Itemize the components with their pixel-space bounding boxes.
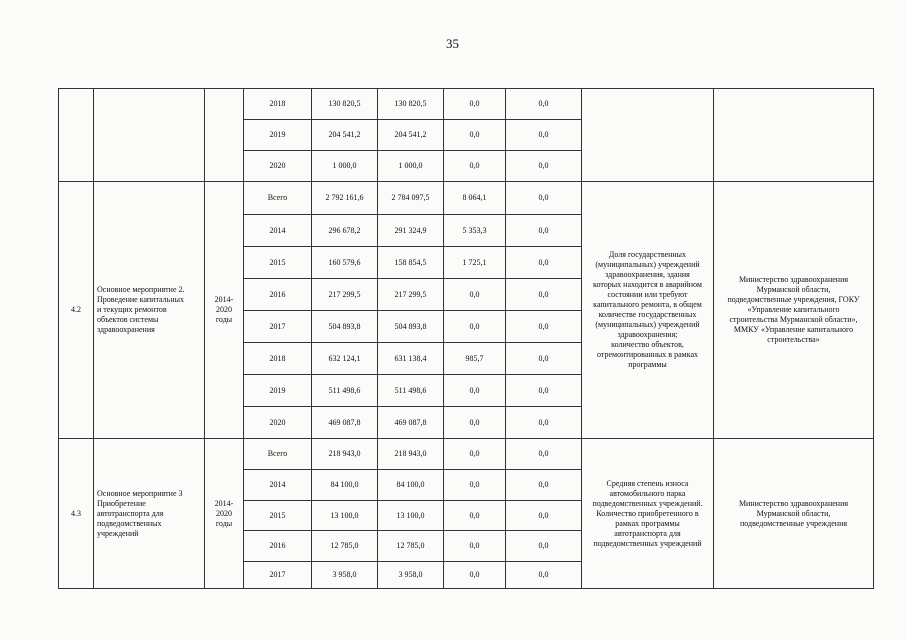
federal-budget-cell: 0,0 [444, 279, 506, 311]
year-cell: Всего [244, 439, 312, 470]
federal-budget-cell: 1 725,1 [444, 247, 506, 279]
total-value-cell: 160 579,6 [312, 247, 378, 279]
total-value-cell: 296 678,2 [312, 215, 378, 247]
year-cell: 2015 [244, 501, 312, 531]
federal-budget-cell: 0,0 [444, 311, 506, 343]
executor-cell [714, 89, 874, 182]
other-sources-cell: 0,0 [506, 375, 582, 407]
other-sources-cell: 0,0 [506, 279, 582, 311]
federal-budget-cell: 0,0 [444, 120, 506, 151]
federal-budget-cell: 5 353,3 [444, 215, 506, 247]
year-cell: 2017 [244, 562, 312, 589]
executor-cell: Министерство здравоохранения Мурманской области, подведомственные учреждения [714, 439, 874, 589]
regional-budget-cell: 12 785,0 [378, 531, 444, 562]
regional-budget-cell: 1 000,0 [378, 151, 444, 182]
regional-budget-cell: 217 299,5 [378, 279, 444, 311]
activity-name: Основное мероприятие 2. Проведение капитальных и текущих ремонтов объектов системы здравоохранения [94, 182, 205, 439]
period-cell [205, 89, 244, 182]
regional-budget-cell: 204 541,2 [378, 120, 444, 151]
year-cell: 2016 [244, 279, 312, 311]
federal-budget-cell: 985,7 [444, 343, 506, 375]
year-cell: 2014 [244, 215, 312, 247]
total-value-cell: 469 087,8 [312, 407, 378, 439]
regional-budget-cell: 84 100,0 [378, 470, 444, 501]
year-cell: 2019 [244, 120, 312, 151]
total-value-cell: 3 958,0 [312, 562, 378, 589]
total-value-cell: 204 541,2 [312, 120, 378, 151]
total-value-cell: 1 000,0 [312, 151, 378, 182]
period-cell: 2014- 2020 годы [205, 439, 244, 589]
section-index: 4.3 [59, 439, 94, 589]
year-cell: 2014 [244, 470, 312, 501]
federal-budget-cell: 0,0 [444, 470, 506, 501]
total-value-cell: 511 498,6 [312, 375, 378, 407]
period-cell: 2014- 2020 годы [205, 182, 244, 439]
activity-name: Основное мероприятие 3 Приобретение автотранспорта для подведомственных учреждений [94, 439, 205, 589]
regional-budget-cell: 504 893,8 [378, 311, 444, 343]
other-sources-cell: 0,0 [506, 531, 582, 562]
federal-budget-cell: 0,0 [444, 151, 506, 182]
regional-budget-cell: 631 138,4 [378, 343, 444, 375]
regional-budget-cell: 158 854,5 [378, 247, 444, 279]
year-cell: 2019 [244, 375, 312, 407]
federal-budget-cell: 0,0 [444, 407, 506, 439]
other-sources-cell: 0,0 [506, 343, 582, 375]
total-value-cell: 13 100,0 [312, 501, 378, 531]
total-value-cell: 12 785,0 [312, 531, 378, 562]
year-cell: 2020 [244, 407, 312, 439]
federal-budget-cell: 0,0 [444, 439, 506, 470]
other-sources-cell: 0,0 [506, 407, 582, 439]
federal-budget-cell: 0,0 [444, 375, 506, 407]
total-value-cell: 217 299,5 [312, 279, 378, 311]
other-sources-cell: 0,0 [506, 439, 582, 470]
federal-budget-cell: 0,0 [444, 501, 506, 531]
section-index: 4.2 [59, 182, 94, 439]
other-sources-cell: 0,0 [506, 247, 582, 279]
total-value-cell: 218 943,0 [312, 439, 378, 470]
index-cell [59, 89, 94, 182]
year-cell: 2020 [244, 151, 312, 182]
year-cell: Всего [244, 182, 312, 215]
total-value-cell: 632 124,1 [312, 343, 378, 375]
executor-cell: Министерство здравоохранения Мурманской области, подведомственные учреждения, ГОКУ «Управление капитального строительства Мурманской области», ММКУ «Управление капитального строительства» [714, 182, 874, 439]
other-sources-cell: 0,0 [506, 311, 582, 343]
year-cell: 2015 [244, 247, 312, 279]
regional-budget-cell: 469 087,8 [378, 407, 444, 439]
program-table [58, 88, 874, 589]
total-value-cell: 130 820,5 [312, 89, 378, 120]
indicator-cell: Средняя степень износа автомобильного парка подведомственных учреждений. Количество приобретенного в рамках программы автотранспорта для подведомственных учреждений [582, 439, 714, 589]
name-cell [94, 89, 205, 182]
regional-budget-cell: 291 324,9 [378, 215, 444, 247]
indicator-cell: Доля государственных (муниципальных) учреждений здравоохранения, здания которых находится в аварийном состоянии или требуют капитального ремонта, в общем количестве государственных (муниципальных) учреждений здравоохранения; количество объектов, отремонтированных в рамках программы [582, 182, 714, 439]
other-sources-cell: 0,0 [506, 89, 582, 120]
year-cell: 2016 [244, 531, 312, 562]
year-cell: 2017 [244, 311, 312, 343]
table-row [59, 182, 874, 215]
table-row [59, 89, 874, 120]
total-value-cell: 2 792 161,6 [312, 182, 378, 215]
federal-budget-cell: 8 064,1 [444, 182, 506, 215]
other-sources-cell: 0,0 [506, 501, 582, 531]
other-sources-cell: 0,0 [506, 151, 582, 182]
total-value-cell: 504 893,8 [312, 311, 378, 343]
table-row [59, 439, 874, 470]
regional-budget-cell: 511 498,6 [378, 375, 444, 407]
other-sources-cell: 0,0 [506, 120, 582, 151]
federal-budget-cell: 0,0 [444, 89, 506, 120]
regional-budget-cell: 130 820,5 [378, 89, 444, 120]
federal-budget-cell: 0,0 [444, 531, 506, 562]
other-sources-cell: 0,0 [506, 215, 582, 247]
regional-budget-cell: 2 784 097,5 [378, 182, 444, 215]
page-number: 35 [446, 36, 459, 51]
total-value-cell: 84 100,0 [312, 470, 378, 501]
other-sources-cell: 0,0 [506, 562, 582, 589]
other-sources-cell: 0,0 [506, 470, 582, 501]
federal-budget-cell: 0,0 [444, 562, 506, 589]
year-cell: 2018 [244, 89, 312, 120]
year-cell: 2018 [244, 343, 312, 375]
other-sources-cell: 0,0 [506, 182, 582, 215]
regional-budget-cell: 3 958,0 [378, 562, 444, 589]
indicator-cell [582, 89, 714, 182]
regional-budget-cell: 218 943,0 [378, 439, 444, 470]
regional-budget-cell: 13 100,0 [378, 501, 444, 531]
